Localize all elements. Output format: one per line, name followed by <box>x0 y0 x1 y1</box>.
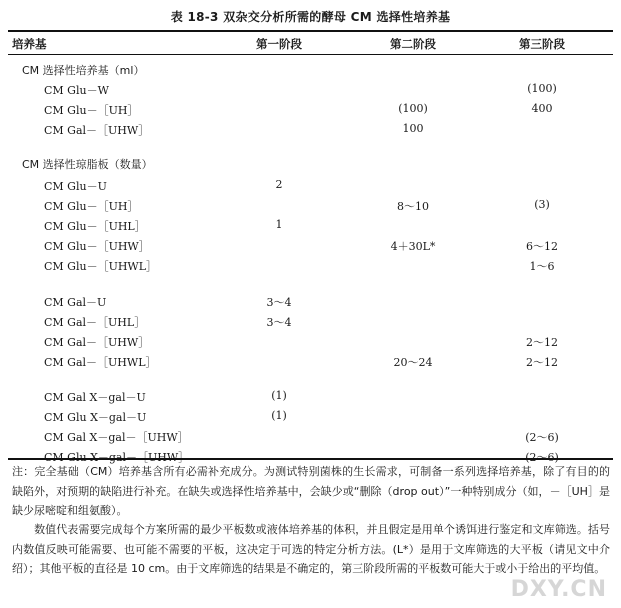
table-row <box>0 122 621 140</box>
table-row <box>0 198 621 216</box>
stage-1-cell: (1) <box>271 409 287 422</box>
stage-3-cell: 6～12 <box>526 240 558 253</box>
medium-name-cell: CM Gal－［UHW］ <box>44 336 150 349</box>
header-stage-3: 第三阶段 <box>519 37 565 51</box>
stage-2-cell: (100) <box>398 102 428 115</box>
stage-3-cell: 1～6 <box>529 260 555 273</box>
stage-3-cell: (3) <box>534 198 550 211</box>
stage-2-cell: 4＋30L* <box>390 240 436 253</box>
stage-3-cell: 2～12 <box>526 356 558 369</box>
stage-3-cell: (100) <box>527 82 557 95</box>
stage-1-cell: (1) <box>271 389 287 402</box>
stage-1-cell: 3～4 <box>266 296 292 309</box>
stage-1-cell: 1 <box>275 218 283 231</box>
table-row <box>0 314 621 332</box>
header-stage-1: 第一阶段 <box>256 37 302 51</box>
stage-1-cell: 3～4 <box>266 316 292 329</box>
section-label: CM 选择性琼脂板（数量） <box>22 158 153 171</box>
footnote-text: 数值代表需要完成每个方案所需的最少平板数或液体培养基的体积，并且假定是用单个诱饵进行鉴定和文库筛选。括号内数值反映可能需要、也可能不需要的平板，这决定于可选的特定分析方法。(L*）是用于文库筛选的大平板（请见文中介绍）；其他平板的直径是 10 cm。由于文库筛选的结果是不确定的，第三阶段所需的平板数可能大于或小于给出的平均值。 <box>12 523 610 575</box>
medium-name-cell: CM Glu－［UHL］ <box>44 220 146 233</box>
table-bottom-rule <box>8 458 613 460</box>
medium-name-cell: CM Glu－W <box>44 84 109 97</box>
medium-name-cell: CM Gal X－gal－［UHW］ <box>44 431 189 444</box>
header-medium: 培养基 <box>12 37 47 51</box>
table-row <box>0 409 621 427</box>
footnote-paragraph-2 <box>12 520 610 579</box>
stage-2-cell: 8～10 <box>397 200 429 213</box>
medium-name-cell: CM Gal－［UHWL］ <box>44 356 157 369</box>
stage-3-cell: 400 <box>531 102 553 115</box>
medium-name-cell: CM Glu－［UH］ <box>44 200 139 213</box>
medium-name-cell: CM Glu－［UHW］ <box>44 240 150 253</box>
table-header-rule <box>8 54 613 55</box>
stage-1-cell: 2 <box>275 178 283 191</box>
section-row-liquid <box>0 62 621 80</box>
stage-3-cell: 2～12 <box>526 336 558 349</box>
table-row <box>0 102 621 120</box>
stage-2-cell: 20～24 <box>393 356 433 369</box>
table-row <box>0 389 621 407</box>
medium-name-cell: CM Glu－［UHWL］ <box>44 260 158 273</box>
table-row <box>0 178 621 196</box>
table-title: 表 18-3 双杂交分析所需的酵母 CM 选择性培养基 <box>170 10 451 24</box>
footnote-paragraph-1: 注：完全基础（CM）培养基含所有必需补充成分。为测试特别菌株的生长需求，可制备一系列选择培养基，除了有目的的缺陷外，对预期的缺陷进行补充。在缺失或选择性培养基中，会缺少或“删除（drop out）”一种特别成分（如，－［UH］是缺少尿嘧啶和组氨酸）。 <box>12 465 610 517</box>
table-row <box>0 238 621 256</box>
table-row <box>0 354 621 372</box>
watermark-logo: DXY.CN <box>510 577 607 602</box>
medium-name-cell: CM Gal－［UHL］ <box>44 316 146 329</box>
section-row-plates <box>0 156 621 174</box>
table-top-rule <box>8 30 613 32</box>
medium-name-cell: CM Gal－［UHW］ <box>44 124 150 137</box>
table-row <box>0 294 621 312</box>
medium-name-cell: CM Glu－［UH］ <box>44 104 139 117</box>
header-stage-2: 第二阶段 <box>390 37 436 51</box>
medium-name-cell: CM Gal－U <box>44 296 107 309</box>
stage-3-cell: (2～6) <box>525 431 559 444</box>
section-label: CM 选择性培养基（ml） <box>22 64 145 77</box>
table-row <box>0 258 621 276</box>
table-row <box>0 334 621 352</box>
medium-name-cell: CM Glu－U <box>44 180 107 193</box>
table-row <box>0 82 621 100</box>
medium-name-cell: CM Gal X－gal－U <box>44 391 146 404</box>
table-row <box>0 218 621 236</box>
stage-2-cell: 100 <box>402 122 424 135</box>
medium-name-cell: CM Glu X－gal－U <box>44 411 147 424</box>
table-row <box>0 429 621 447</box>
